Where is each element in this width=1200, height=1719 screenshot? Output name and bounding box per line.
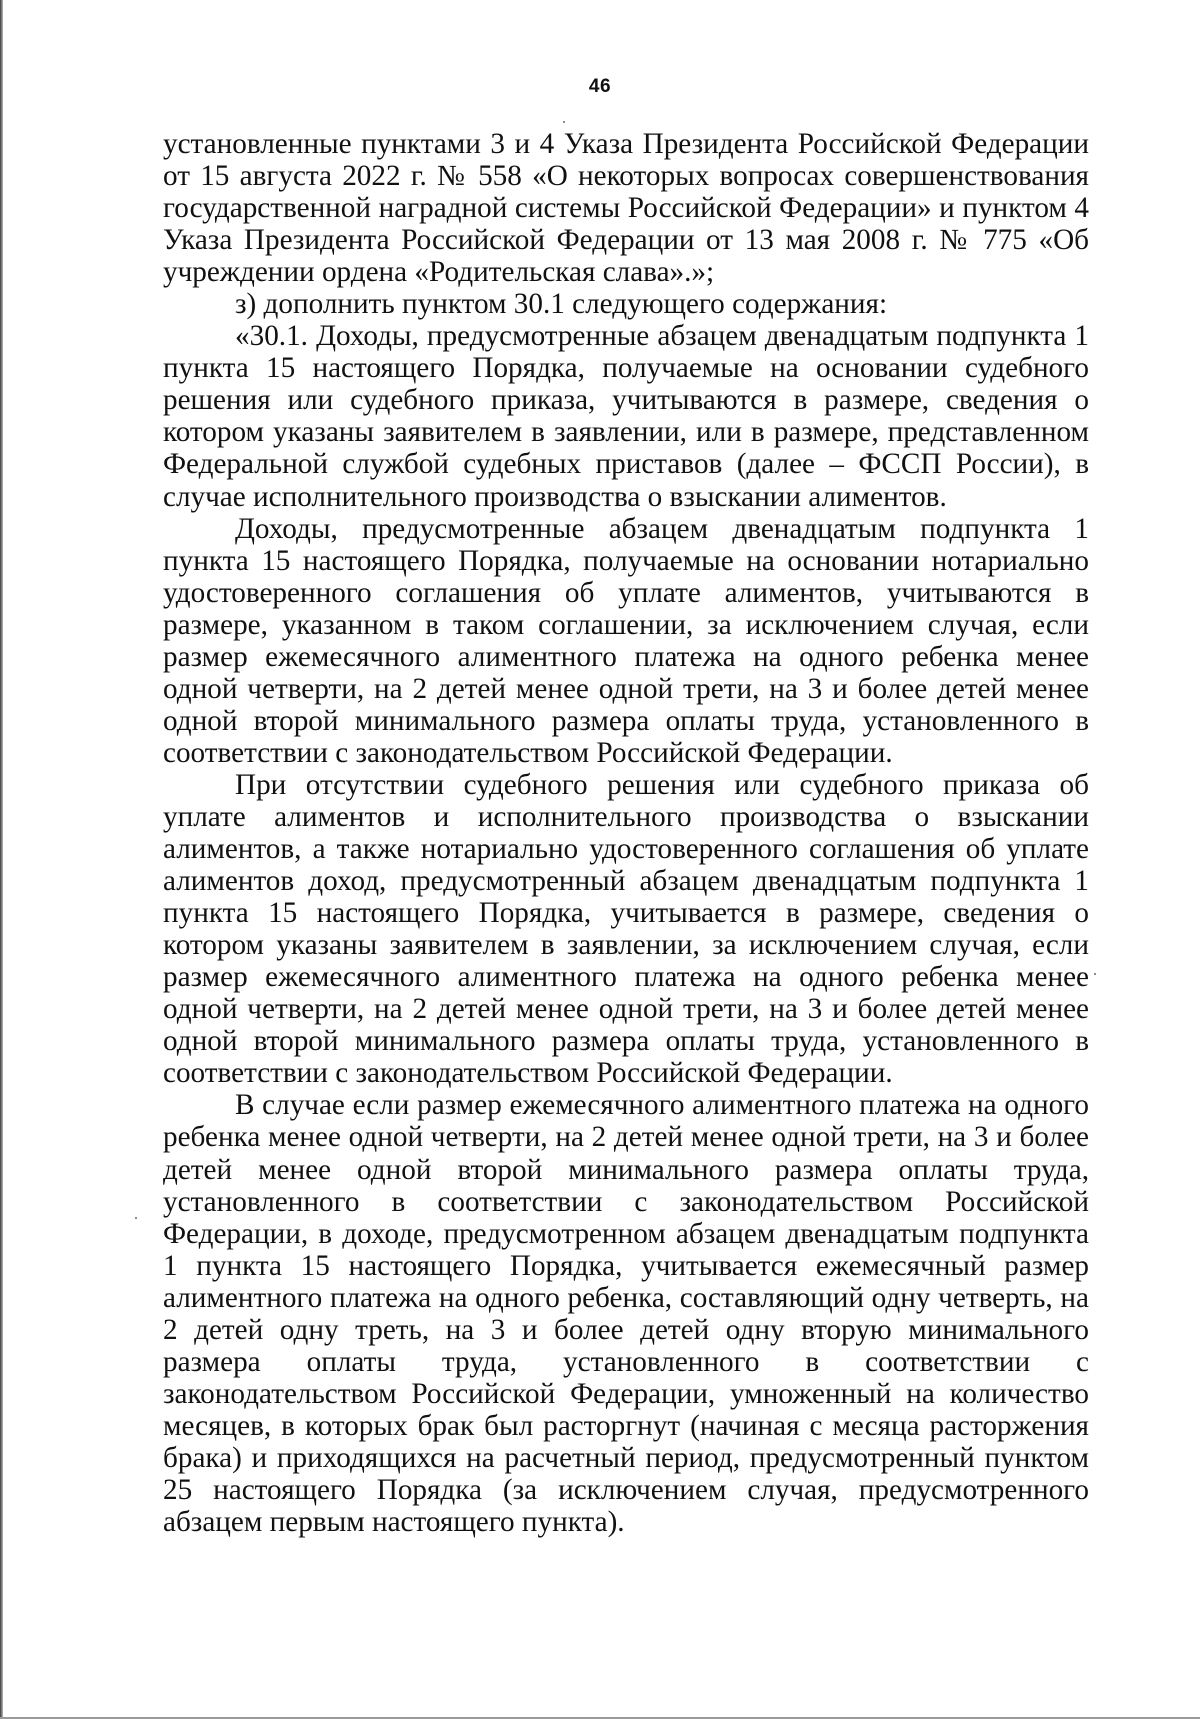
scan-edge-left bbox=[0, 0, 3, 1719]
paragraph-absence-of-decision: При отсутствии судебного решения или судебного приказа об уплате алиментов и исполнительного производства о взыскании алиментов, а также нотариально удостоверенного соглашения об уплате алиментов доход, предусмотренный абзацем двенадцатым подпункта 1 пункта 15 настоящего Порядка, учитывается в размере, сведения о котором указаны заявителем в заявлении, за исключением случая, если размер ежемесячного алиментного платежа на одного ребенка менее одной четверти, на 2 детей менее одной трети, на 3 и более детей менее одной второй минимального размера оплаты труда, установленного в соответствии с законодательством Российской Федерации. bbox=[163, 768, 1089, 1090]
paragraph-continuation: установленные пунктами 3 и 4 Указа Президента Российской Федерации от 15 августа 2022 г. № 558 «О некоторых вопросах совершенствования государственной наградной системы Российской Федерации» и пунктом 4 Указа Президента Российской Федерации от 13 мая 2008 г. № 775 «Об учреждении ордена «Родительская слава».»; bbox=[163, 128, 1089, 289]
document-body bbox=[163, 128, 1089, 1538]
paragraph-minimum-payment: В случае если размер ежемесячного алиментного платежа на одного ребенка менее одной четверти, на 2 детей менее одной трети, на 3 и более детей менее одной второй минимального размера оплаты труда, установленного в соответствии с законодательством Российской Федерации, в доходе, предусмотренном абзацем двенадцатым подпункта 1 пункта 15 настоящего Порядка, учитывается ежемесячный размер алиментного платежа на одного ребенка, составляющий одну четверть, на 2 детей одну треть, на 3 и более детей одну вторую минимального размера оплаты труда, установленного в соответствии с законодательством Российской Федерации, умноженный на количество месяцев, в которых брак был расторгнут (начиная с месяца расторжения брака) и приходящихся на расчетный период, предусмотренный пунктом 25 настоящего Порядка (за исключением случая, предусмотренного абзацем первым настоящего пункта). bbox=[163, 1089, 1089, 1539]
scan-speck bbox=[1094, 973, 1096, 975]
paragraph-amendment-z: з) дополнить пунктом 30.1 следующего содержания: bbox=[235, 288, 888, 321]
scan-speck bbox=[563, 121, 565, 123]
scan-speck bbox=[135, 1217, 137, 1219]
paragraph-notarial-agreement: Доходы, предусмотренные абзацем двенадцатым подпункта 1 пункта 15 настоящего Порядка, получаемые на основании нотариально удостоверенного соглашения об уплате алиментов, учитываются в размере, указанном в таком соглашении, за исключением случая, если размер ежемесячного алиментного платежа на одного ребенка менее одной четверти, на 2 детей менее одной трети, на 3 и более детей менее одной второй минимального размера оплаты труда, установленного в соответствии с законодательством Российской Федерации. bbox=[163, 512, 1089, 769]
page-number: 46 bbox=[588, 76, 612, 97]
paragraph-clause-30-1: «30.1. Доходы, предусмотренные абзацем двенадцатым подпункта 1 пункта 15 настоящего Порядка, получаемые на основании судебного решения или судебного приказа, учитываются в размере, сведения о котором указаны заявителем в заявлении, или в размере, представленном Федеральной службой судебных приставов (далее – ФССП России), в случае исполнительного производства о взыскании алиментов. bbox=[163, 320, 1089, 513]
